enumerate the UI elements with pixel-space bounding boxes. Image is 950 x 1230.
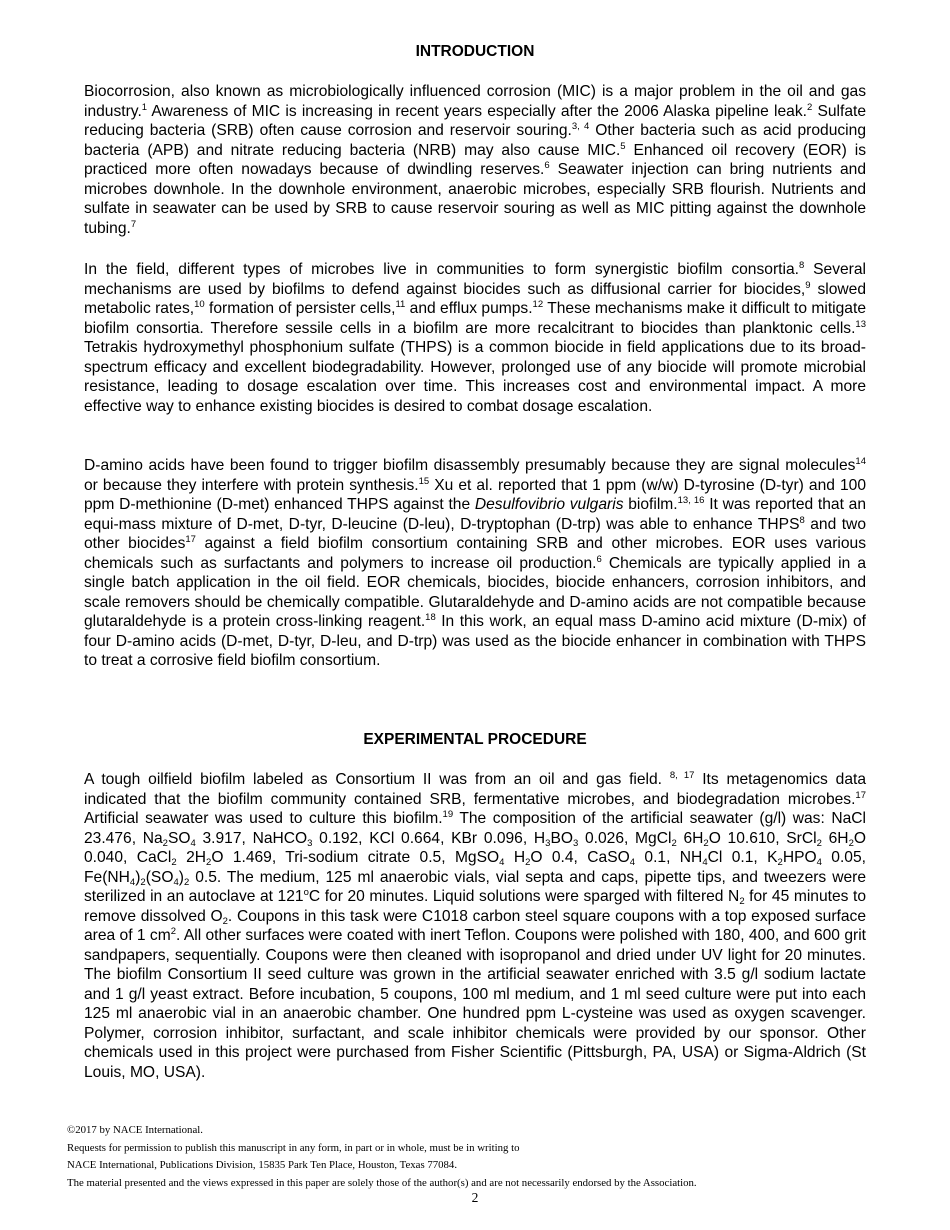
subscript: 4 [129, 876, 136, 888]
superscript: 5 [620, 140, 626, 152]
subscript: 2 [171, 857, 177, 868]
footer-copyright: ©2017 by NACE International. [67, 1124, 203, 1136]
superscript: 6 [544, 160, 550, 171]
superscript: 17 [855, 789, 866, 801]
subscript: 2 [671, 837, 677, 849]
superscript: 9 [805, 279, 811, 291]
experimental-procedure-heading: EXPERIMENTAL PROCEDURE [363, 731, 587, 748]
superscript: 8, 17 [669, 770, 695, 781]
superscript: o [303, 887, 309, 898]
subscript: 4 [816, 857, 822, 868]
superscript: 10 [194, 299, 205, 310]
intro-paragraph-1: Biocorrosion, also known as microbiologically influenced corrosion (MIC) is a major problem in the oil and gas industry.$^1$ Awareness of MIC is increasing in recent years especially after the 2006 Alaska pipeline leak.$^2$ Sulfate reducing bacteria (SRB) often cause corrosion and reservoir souring.$^{3, 4}$ Other bacteria such as acid producing bacteria (APB) and nitrate reducing bacteria (NRB) may also cause MIC.$^5$ Enhanced oil recovery (EOR) is practiced more often nowadays because of dwindling reserves.$^6$ Seawater injection can bring nutrients and microbes downhole. In the downhole environment, anaerobic microbes, especially SRB flourish. Nutrients and sulfate in seawater can be used by SRB to cause reservoir souring as well as MIC pitting against the downhole tubing.$^7$ [84, 83, 866, 237]
superscript: 3, 4 [571, 121, 590, 132]
introduction-heading: INTRODUCTION [415, 43, 535, 60]
superscript: 8 [798, 260, 805, 271]
superscript: 14 [855, 456, 866, 467]
subscript: 2 [183, 876, 190, 888]
subscript: 4 [629, 857, 636, 868]
subscript: 3 [572, 837, 579, 849]
intro-paragraph-3: D-amino acids have been found to trigger biofilm disassembly presumably because they are signal molecules$^{14}$ or because they interfere with protein synthesis.$^{15}$ Xu et al. reported that 1 ppm (w/w) D-tyrosine (D-tyr) and 100 ppm D-methionine (D-met) enhanced THPS against the Desulfovibrio vulgaris biofilm.$^{13, 16}$ It was reported that an equi-mass mixture of D-met, D-tyr, D-leucine (D-leu), D-tryptophan (D-trp) was able to enhance THPS$^8$ and two other biocides$^{17}$ against a field biofilm consortium containing SRB and other microbes. EOR uses various chemicals such as surfactants and polymers to increase oil production.$^6$ Chemicals are typically applied in a single batch application in the oil field. EOR chemicals, biocides, biocide enhancers, corrosion inhibitors, and scale removers should be chemically compatible. Glutaraldehyde and D-amino acids are not compatible because glutaraldehyde is a protein cross-linking reagent.$^{18}$ In this work, an equal mass D-amino acid mixture (D-mix) of four D-amino acids (D-met, D-tyr, D-leu, and D-trp) was used as the biocide enhancer in combination with THPS to treat a corrosive field biofilm consortium. [84, 456, 867, 669]
footer-disclaimer-line: The material presented and the views expressed in this paper are solely those of the author(s) and are not necessarily endorsed by the Association. [67, 1176, 697, 1189]
subscript: 2 [206, 857, 212, 868]
subscript: 4 [499, 857, 505, 868]
subscript: 2 [777, 857, 783, 868]
superscript: 2 [170, 926, 177, 937]
superscript: 8 [799, 514, 805, 526]
superscript: 11 [395, 299, 406, 310]
subscript: 2 [222, 915, 228, 927]
subscript: 4 [173, 876, 179, 888]
intro-paragraph-2: In the field, different types of microbes live in communities to form synergistic biofilm consortia.$^8$ Several mechanisms are used by biofilms to defend against biocides such as diffusional carrier for biocides,$^9$ slowed metabolic rates,$^{10}$ formation of persister cells,$^{11}$ and efflux pumps.$^{12}$ These mechanisms make it difficult to mitigate biofilm consortia. Therefore sessile cells in a biofilm are more recalcitrant to biocides than planktonic cells.$^{13}$ Tetrakis hydroxymethyl phosphonium sulfate (THPS) is a common biocide in field applications due to its broad-spectrum efficacy and excellent biodegradability. However, prolonged use of any biocide will promote microbial resistance, leading to dosage escalation over time. This increases cost and environmental impact. A more effective way to enhance existing biocides is desired to combat dosage escalation. [84, 260, 867, 415]
subscript: 2 [848, 837, 854, 849]
subscript: 4 [190, 837, 196, 849]
superscript: 15 [418, 475, 430, 487]
footer-permission-line: Requests for permission to publish this manuscript in any form, in part or in whole, must be in writing to [67, 1141, 520, 1154]
procedure-paragraph-1: A tough oilfield biofilm labeled as Consortium II was from an oil and gas field. $^{8, 17}$ Its metagenomics data indicated that the biofilm community contained SRB, fermentative microbes, and biodegradation microbes.$^{17}$ Artificial seawater was used to culture this biofilm.$^{19}$ The composition of the artificial seawater (g/l) was: NaCl 23.476, $Na_2SO_4$ 3.917, NaHCO$_3$ 0.192, KCl 0.664, KBr 0.096, $H_3BO_3$ 0.026, MgCl$_2$ $6H_2O$ 10.610, SrCl$_2$ $6H_2O$ 0.040, CaCl$_2$ $2H_2O$ 1.469, Tri-sodium citrate 0.5, MgSO$_4$ $H_2O$ 0.4, CaSO$_4$ 0.1, $NH_4Cl$ 0.1, $K_2HPO_4$ 0.05, $Fe(NH_4)_2(SO_4)_2$ 0.5. The medium, 125 ml anaerobic vials, vial septa and caps, pipette tips, and tweezers were sterilized in an autoclave at 121$^o$C for 20 minutes. Liquid solutions were sparged with filtered $N_2$ for 45 minutes to remove dissolved $O_2$. Coupons in this task were C1018 carbon steel square coupons with a top exposed surface area of 1 $cm^2$. All other surfaces were coated with inert Teflon. Coupons were polished with 180, 400, and 600 grit sandpapers, sequentially. Coupons were then cleaned with isopropanol and dried under UV light for 20 minutes. The biofilm Consortium II seed culture was grown in the artificial seawater enriched with 3.5 g/l sodium lactate and 1 g/l yeast extract. Before incubation, 5 coupons, 100 ml medium, and 1 ml seed culture were put into each 125 ml anaerobic vial in an anaerobic chamber. One hundred ppm L-cysteine was used as oxygen scavenger. Polymer, corrosion inhibitor, surfactant, and scale inhibitor chemicals were provided by our sponsor. Other chemicals used in this project were purchased from Fisher Scientific (Pittsburgh, PA, USA) or Sigma-Aldrich (St Louis, MO, USA). [84, 770, 866, 1081]
superscript: 18 [425, 612, 436, 623]
footer-address-line: NACE International, Publications Division, 15835 Park Ten Place, Houston, Texas 77084. [67, 1159, 458, 1171]
subscript: 2 [525, 857, 531, 868]
superscript: 1 [141, 101, 148, 113]
subscript: 2 [816, 837, 822, 849]
subscript: 3 [545, 837, 551, 849]
subscript: 2 [140, 876, 146, 888]
subscript: 2 [162, 837, 168, 849]
superscript: 7 [130, 218, 137, 230]
subscript: 2 [703, 837, 709, 849]
superscript: 13 [855, 318, 866, 330]
subscript: 4 [702, 857, 708, 868]
superscript: 19 [442, 809, 454, 820]
footer [67, 1122, 897, 1192]
superscript: 17 [185, 534, 196, 545]
subscript: 2 [739, 896, 745, 907]
superscript: 2 [806, 101, 813, 113]
italic-text: Desulfovibrio vulgaris [474, 496, 624, 513]
superscript: 12 [532, 299, 544, 310]
superscript: 13, 16 [677, 495, 705, 506]
subscript: 3 [307, 837, 313, 849]
page-number: 2 [471, 1190, 479, 1205]
superscript: 6 [596, 553, 602, 565]
